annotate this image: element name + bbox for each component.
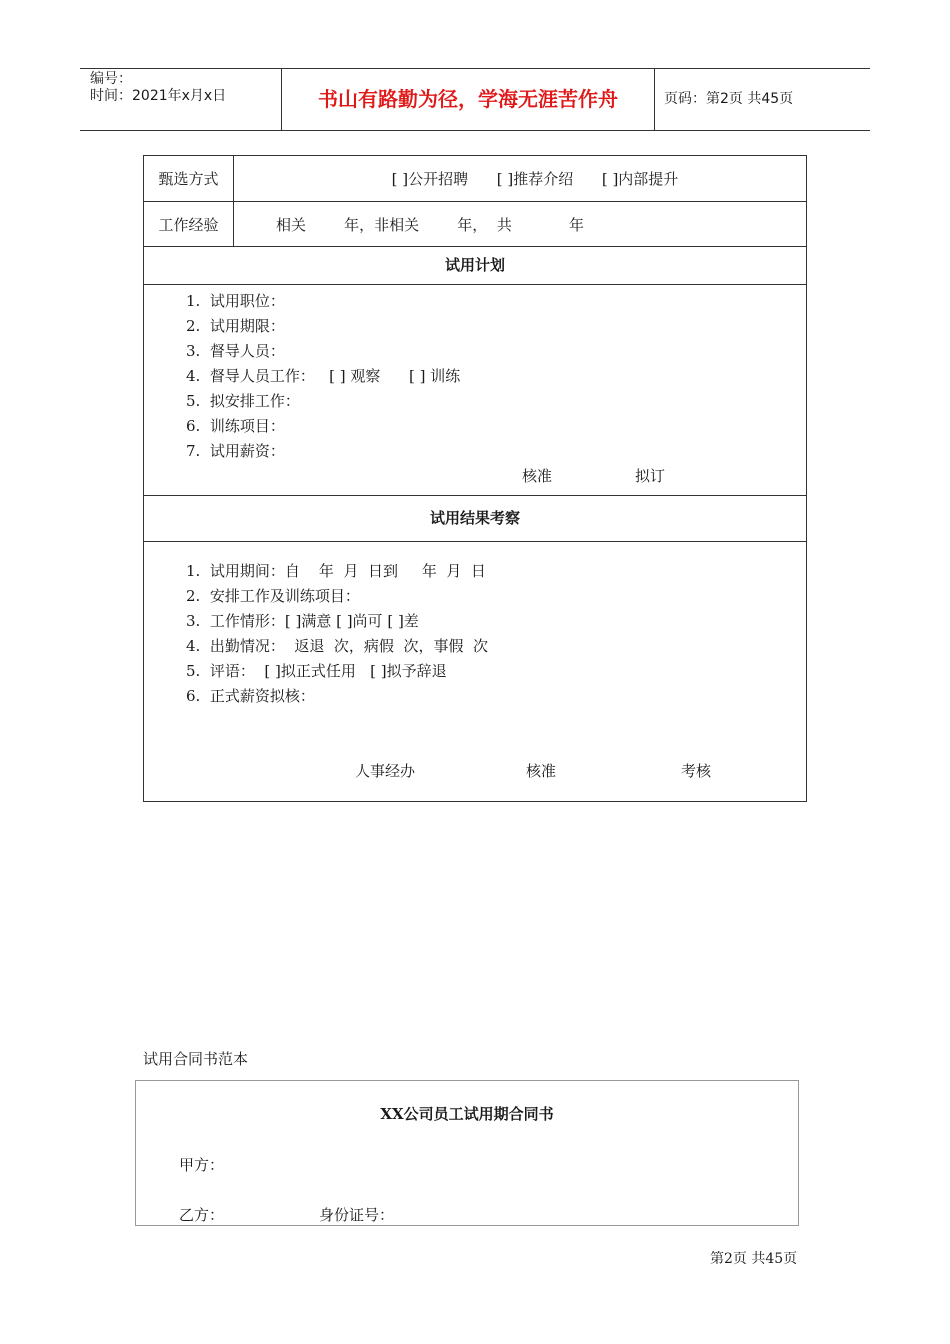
party-b-line (179, 1204, 394, 1225)
experience-value (234, 202, 806, 246)
trial-plan-heading: 试用计划 (144, 247, 806, 285)
number-label: 编号： (90, 71, 132, 87)
experience-label: 工作经验 (144, 202, 234, 246)
selection-row (144, 156, 806, 202)
list-item: 3. 督导人员： (186, 342, 285, 360)
header-motto: 书山有路勤为径，学海无涯苦作舟 (318, 87, 618, 111)
header-meta (80, 69, 280, 130)
draft-signature-label: 拟订 (635, 467, 666, 485)
page-header (80, 68, 870, 131)
list-item: 6. 正式薪资拟核： (186, 687, 315, 705)
list-item: 4. 出勤情况： 返退 次，病假 次，事假 次 (186, 637, 488, 655)
selection-label: 甄选方式 (144, 156, 234, 201)
contract-title: XX公司员工试用期合同书 (380, 1105, 554, 1123)
list-item: 1. 试用期间：自 年 月 日到 年 月 日 (186, 562, 486, 580)
trial-result-list (186, 559, 488, 709)
footer-page-number: 第2页 共45页 (710, 1251, 798, 1267)
list-item: 2. 安排工作及训练项目： (186, 587, 360, 605)
selection-options-text: [ ]公开招聘 [ ]推荐介绍 [ ]内部提升 (391, 170, 679, 188)
list-item: 4. 督导人员工作： [ ] 观察 [ ] 训练 (186, 367, 461, 385)
experience-row (144, 202, 806, 247)
trial-plan-section (144, 285, 806, 496)
list-item: 2. 试用期限： (186, 317, 285, 335)
time-label: 时间：2021年x月x日 (90, 88, 227, 104)
list-item: 3. 工作情形：[ ]满意 [ ]尚可 [ ]差 (186, 612, 419, 630)
approve-signature-label: 核准 (522, 467, 553, 485)
list-item: 7. 试用薪资： (186, 442, 285, 460)
assess-signature-label: 考核 (681, 762, 712, 780)
hr-signature-label: 人事经办 (355, 762, 416, 780)
trial-result-section (144, 542, 806, 801)
list-item: 5. 评语： [ ]拟正式任用 [ ]拟予辞退 (186, 662, 447, 680)
sample-title: 试用合同书范本 (143, 1050, 249, 1068)
header-divider (654, 69, 655, 130)
party-b-label: 乙方： (179, 1206, 225, 1224)
approve-signature-label: 核准 (526, 762, 557, 780)
id-number-label: 身份证号： (319, 1206, 395, 1224)
trial-form-table (143, 155, 807, 802)
experience-text: 相关 年，非相关 年， 共 年 (276, 215, 585, 234)
list-item: 6. 训练项目： (186, 417, 285, 435)
contract-box (135, 1080, 799, 1226)
list-item: 5. 拟安排工作： (186, 392, 300, 410)
trial-plan-list (186, 289, 460, 464)
trial-result-heading: 试用结果考察 (144, 496, 806, 542)
header-page-info: 页码：第2页 共45页 (664, 91, 794, 107)
party-a-label: 甲方： (179, 1156, 225, 1174)
list-item: 1. 试用职位： (186, 292, 285, 310)
selection-options (234, 156, 806, 201)
